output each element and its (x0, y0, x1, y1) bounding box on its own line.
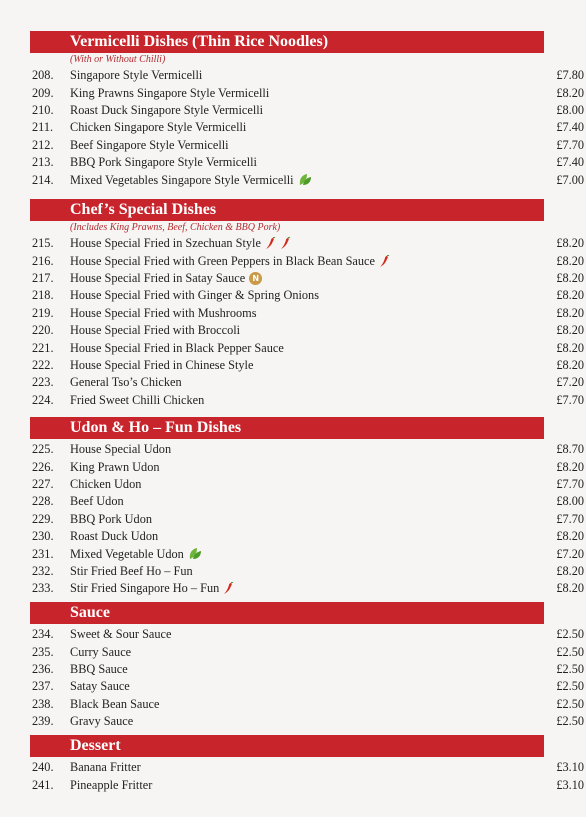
item-number: 237. (32, 679, 54, 694)
item-price: £7.70 (556, 476, 584, 491)
item-name: Beef Udon (70, 494, 124, 509)
menu-item (0, 441, 586, 458)
item-number: 228. (32, 494, 54, 509)
menu-item (0, 661, 586, 678)
section-note: (With or Without Chilli) (70, 54, 166, 65)
item-name: Stir Fried Beef Ho – Fun (70, 563, 193, 578)
menu-section (0, 31, 586, 189)
menu-item (0, 776, 586, 793)
item-name-cell (70, 375, 516, 390)
menu-item (0, 545, 586, 562)
item-price: £8.20 (556, 340, 584, 355)
item-name: BBQ Pork Udon (70, 511, 152, 526)
menu-item (0, 270, 586, 287)
vegetarian-leaf-icon (298, 173, 312, 187)
item-number: 233. (32, 581, 54, 596)
menu-item (0, 493, 586, 510)
menu-item (0, 511, 586, 528)
item-name: House Special Udon (70, 442, 172, 457)
item-number: 221. (32, 340, 54, 355)
menu-item (0, 252, 586, 269)
item-name-cell (70, 254, 516, 269)
item-name-cell (70, 512, 516, 527)
item-name: King Prawn Udon (70, 459, 160, 474)
item-name: Mixed Vegetables Singapore Style Vermicelli (70, 172, 294, 187)
item-price: £8.20 (556, 270, 584, 285)
item-name-cell (70, 86, 516, 101)
item-name-cell (70, 760, 516, 775)
item-price: £7.00 (556, 172, 584, 187)
item-number: 209. (32, 85, 54, 100)
menu-section (0, 735, 586, 794)
item-price: £7.80 (556, 68, 584, 83)
item-price: £8.20 (556, 236, 584, 251)
section-title: Vermicelli Dishes (Thin Rice Noodles) (30, 31, 544, 53)
menu-item (0, 119, 586, 136)
chilli-icon (265, 237, 276, 250)
item-price: £7.70 (556, 137, 584, 152)
item-price: £7.20 (556, 546, 584, 561)
item-name-cell (70, 477, 516, 492)
item-price: £2.50 (556, 661, 584, 676)
item-name: Singapore Style Vermicelli (70, 68, 203, 83)
menu-item (0, 696, 586, 713)
item-price: £8.00 (556, 494, 584, 509)
section-title: Chef’s Special Dishes (30, 199, 544, 221)
item-name: Roast Duck Singapore Style Vermicelli (70, 102, 264, 117)
item-number: 222. (32, 357, 54, 372)
item-name-cell (70, 103, 516, 118)
item-name: Black Bean Sauce (70, 696, 160, 711)
item-number: 224. (32, 392, 54, 407)
item-price: £8.00 (556, 102, 584, 117)
item-name-cell (70, 358, 516, 373)
menu-item (0, 322, 586, 339)
menu-section (0, 602, 586, 730)
item-number: 210. (32, 102, 54, 117)
menu-item (0, 102, 586, 119)
item-number: 220. (32, 323, 54, 338)
item-number: 223. (32, 375, 54, 390)
menu-item (0, 84, 586, 101)
item-name: House Special Fried with Broccoli (70, 323, 241, 338)
item-name-cell (70, 138, 516, 153)
item-price: £8.20 (556, 357, 584, 372)
item-price: £3.10 (556, 760, 584, 775)
item-name-cell (70, 236, 516, 251)
item-number: 238. (32, 696, 54, 711)
menu-item (0, 305, 586, 322)
item-number: 240. (32, 760, 54, 775)
item-price: £8.20 (556, 459, 584, 474)
menu-item (0, 67, 586, 84)
item-price: £8.20 (556, 323, 584, 338)
item-number: 211. (32, 120, 54, 135)
item-number: 217. (32, 270, 54, 285)
menu-item (0, 580, 586, 597)
item-number: 235. (32, 644, 54, 659)
chilli-icon (280, 237, 291, 250)
item-name: Chicken Udon (70, 476, 142, 491)
item-number: 232. (32, 563, 54, 578)
menu-item (0, 171, 586, 188)
item-name: Roast Duck Udon (70, 529, 159, 544)
item-name-cell (70, 442, 516, 457)
item-price: £8.20 (556, 305, 584, 320)
nut-badge-icon (249, 272, 262, 285)
menu-item (0, 678, 586, 695)
menu-item (0, 392, 586, 409)
item-price: £2.50 (556, 627, 584, 642)
section-note: (Includes King Prawns, Beef, Chicken & BBQ Pork) (70, 222, 281, 233)
item-name-cell (70, 173, 516, 188)
item-name-cell (70, 155, 516, 170)
vegetarian-leaf-icon (188, 547, 202, 561)
menu-section (0, 417, 586, 598)
item-name: Fried Sweet Chilli Chicken (70, 392, 205, 407)
section-title: Udon & Ho – Fun Dishes (30, 417, 544, 439)
item-number: 234. (32, 627, 54, 642)
menu-item (0, 137, 586, 154)
item-name: Stir Fried Singapore Ho – Fun (70, 581, 220, 596)
section-title: Sauce (30, 602, 544, 624)
item-name-cell (70, 460, 516, 475)
item-number: 208. (32, 68, 54, 83)
item-price: £7.70 (556, 511, 584, 526)
item-price: £8.20 (556, 288, 584, 303)
item-name: BBQ Sauce (70, 661, 128, 676)
item-price: £3.10 (556, 777, 584, 792)
item-name: House Special Fried in Szechuan Style (70, 236, 261, 251)
item-name-cell (70, 645, 516, 660)
item-name-cell (70, 679, 516, 694)
item-price: £8.20 (556, 563, 584, 578)
item-number: 241. (32, 777, 54, 792)
item-name-cell (70, 323, 516, 338)
item-name-cell (70, 271, 516, 286)
item-name-cell (70, 68, 516, 83)
item-name-cell (70, 662, 516, 677)
item-name-cell (70, 564, 516, 579)
item-name: Mixed Vegetable Udon (70, 546, 184, 561)
menu-item (0, 759, 586, 776)
item-price: £2.50 (556, 644, 584, 659)
item-name: Pineapple Fritter (70, 777, 153, 792)
item-number: 230. (32, 529, 54, 544)
item-price: £8.20 (556, 85, 584, 100)
menu-item (0, 339, 586, 356)
menu-item (0, 374, 586, 391)
item-number: 229. (32, 511, 54, 526)
item-name-cell (70, 393, 516, 408)
item-number: 216. (32, 253, 54, 268)
menu-item (0, 713, 586, 730)
item-name: Sweet & Sour Sauce (70, 627, 172, 642)
item-number: 227. (32, 476, 54, 491)
item-name: House Special Fried in Satay Sauce (70, 270, 246, 285)
item-name: House Special Fried with Mushrooms (70, 305, 257, 320)
item-number: 215. (32, 236, 54, 251)
menu-item (0, 357, 586, 374)
item-number: 214. (32, 172, 54, 187)
item-price: £7.40 (556, 155, 584, 170)
item-name-cell (70, 341, 516, 356)
item-name-cell (70, 288, 516, 303)
item-name-cell (70, 778, 516, 793)
item-name-cell (70, 494, 516, 509)
item-number: 225. (32, 442, 54, 457)
item-price: £7.70 (556, 392, 584, 407)
item-name: Curry Sauce (70, 644, 132, 659)
item-name: Beef Singapore Style Vermicelli (70, 137, 229, 152)
item-name: House Special Fried with Ginger & Spring Onions (70, 288, 319, 303)
item-price: £8.20 (556, 529, 584, 544)
item-number: 213. (32, 155, 54, 170)
item-number: 219. (32, 305, 54, 320)
item-name: Gravy Sauce (70, 714, 134, 729)
item-name: General Tso’s Chicken (70, 375, 182, 390)
menu-section (0, 199, 586, 409)
item-name: King Prawns Singapore Style Vermicelli (70, 85, 270, 100)
item-name-cell (70, 529, 516, 544)
item-name-cell (70, 714, 516, 729)
item-price: £8.20 (556, 253, 584, 268)
menu-item (0, 287, 586, 304)
item-price: £2.50 (556, 679, 584, 694)
item-name: Satay Sauce (70, 679, 130, 694)
item-number: 218. (32, 288, 54, 303)
menu-item (0, 626, 586, 643)
item-price: £8.70 (556, 442, 584, 457)
item-name-cell (70, 306, 516, 321)
item-name: BBQ Pork Singapore Style Vermicelli (70, 155, 257, 170)
item-name-cell (70, 581, 516, 596)
item-name: Banana Fritter (70, 760, 141, 775)
item-name-cell (70, 697, 516, 712)
menu-item (0, 476, 586, 493)
item-name-cell (70, 627, 516, 642)
menu-item (0, 154, 586, 171)
item-name-cell (70, 547, 516, 562)
item-name: House Special Fried with Green Peppers in Black Bean Sauce (70, 253, 375, 268)
chilli-icon (223, 582, 234, 595)
item-name: Chicken Singapore Style Vermicelli (70, 120, 247, 135)
item-price: £2.50 (556, 696, 584, 711)
section-title: Dessert (30, 735, 544, 757)
item-price: £7.20 (556, 375, 584, 390)
item-price: £7.40 (556, 120, 584, 135)
chilli-icon (379, 255, 390, 268)
menu-item (0, 235, 586, 252)
item-name-cell (70, 120, 516, 135)
menu-item (0, 458, 586, 475)
item-number: 231. (32, 546, 54, 561)
menu-item (0, 563, 586, 580)
item-name: House Special Fried in Chinese Style (70, 357, 254, 372)
nut-badge-letter: N (249, 272, 262, 285)
menu-item (0, 643, 586, 660)
item-number: 239. (32, 714, 54, 729)
item-number: 226. (32, 459, 54, 474)
item-price: £8.20 (556, 581, 584, 596)
item-number: 236. (32, 661, 54, 676)
item-price: £2.50 (556, 714, 584, 729)
item-number: 212. (32, 137, 54, 152)
item-name: House Special Fried in Black Pepper Sauce (70, 340, 284, 355)
menu-item (0, 528, 586, 545)
